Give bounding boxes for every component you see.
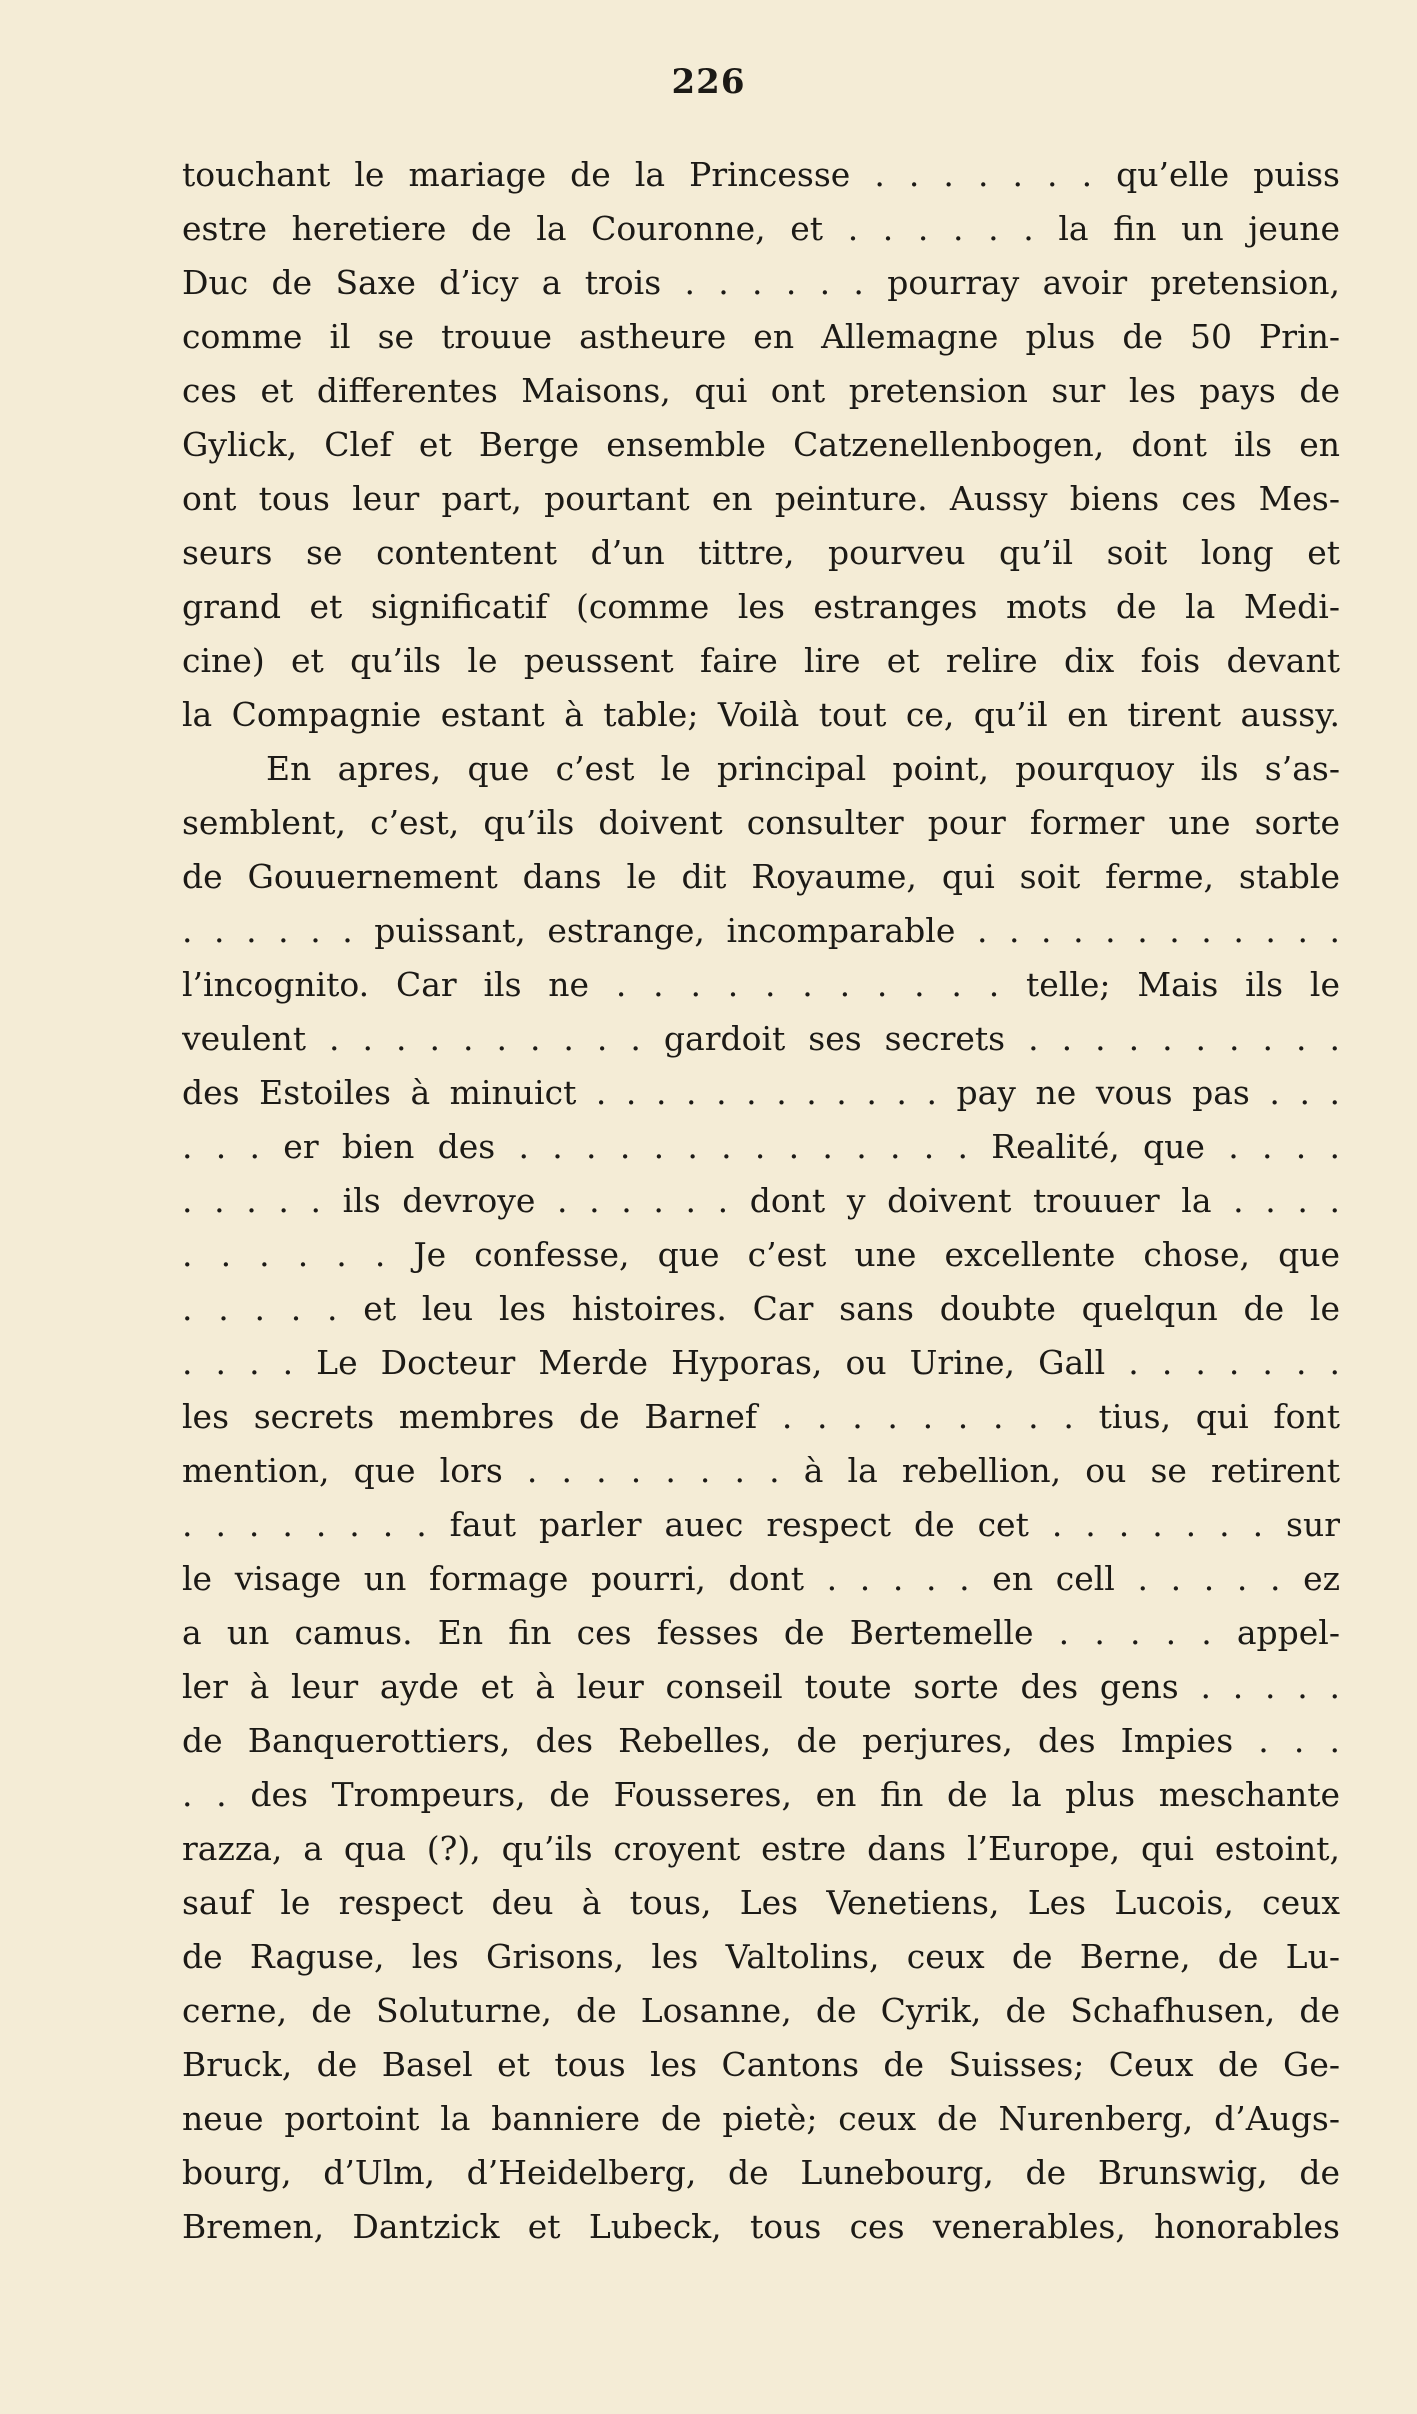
text-line: seurs se contentent d’un tittre, pourveu qu’il soit long et: [182, 533, 1340, 572]
text-line: bourg, d’Ulm, d’Heidelberg, de Lunebourg, de Brunswig, de: [182, 2153, 1340, 2192]
text-line: . . . . . ils devroye . . . . . . dont y doivent trouuer la . . . .: [182, 1181, 1340, 1220]
text-line: neue portoint la banniere de pietè; ceux de Nurenberg, d’Augs-: [182, 2099, 1340, 2138]
text-line: Duc de Saxe d’icy a trois . . . . . . pourray avoir pretension,: [182, 263, 1340, 302]
text-line: . . . . Le Docteur Merde Hyporas, ou Urine, Gall . . . . . . .: [182, 1343, 1340, 1382]
text-line: . . . . . . . . faut parler auec respect de cet . . . . . . . sur: [182, 1505, 1340, 1544]
text-line: . . . er bien des . . . . . . . . . . . . . . Realité, que . . . .: [182, 1127, 1340, 1166]
text-line: razza, a qua (?), qu’ils croyent estre dans l’Europe, qui estoint,: [182, 1829, 1340, 1868]
body-text: [182, 148, 1340, 2254]
text-line: veulent . . . . . . . . . . gardoit ses secrets . . . . . . . . . .: [182, 1019, 1340, 1058]
text-line: touchant le mariage de la Princesse . . . . . . . qu’elle puiss: [182, 155, 1340, 194]
text-line: ces et differentes Maisons, qui ont pretension sur les pays de: [182, 371, 1340, 410]
text-line: mention, que lors . . . . . . . . à la rebellion, ou se retirent: [182, 1451, 1340, 1490]
text-line: . . des Trompeurs, de Fousseres, en fin de la plus meschante: [182, 1775, 1340, 1814]
text-line: de Banquerottiers, des Rebelles, de perjures, des Impies . . .: [182, 1721, 1340, 1760]
text-line: cerne, de Soluturne, de Losanne, de Cyrik, de Schafhusen, de: [182, 1991, 1340, 2030]
text-line: de Gouuernement dans le dit Royaume, qui soit ferme, stable: [182, 857, 1340, 896]
text-line: les secrets membres de Barnef . . . . . . . . . tius, qui font: [182, 1397, 1340, 1436]
text-line: . . . . . . puissant, estrange, incomparable . . . . . . . . . . . .: [182, 911, 1340, 950]
text-line: des Estoiles à minuict . . . . . . . . . . . . pay ne vous pas . . .: [182, 1073, 1340, 1112]
text-line: Bruck, de Basel et tous les Cantons de Suisses; Ceux de Ge-: [182, 2045, 1340, 2084]
text-line: Bremen, Dantzick et Lubeck, tous ces venerables, honorables: [182, 2207, 1340, 2246]
page-number: 226: [671, 62, 746, 102]
text-line: En apres, que c’est le principal point, pourquoy ils s’as-: [266, 749, 1340, 788]
text-line: semblent, c’est, qu’ils doivent consulter pour former une sorte: [182, 803, 1340, 842]
text-line: ler à leur ayde et à leur conseil toute sorte des gens . . . . .: [182, 1667, 1340, 1706]
text-line: sauf le respect deu à tous, Les Venetiens, Les Lucois, ceux: [182, 1883, 1340, 1922]
text-line: l’incognito. Car ils ne . . . . . . . . . . . telle; Mais ils le: [182, 965, 1340, 1004]
text-line: a un camus. En fin ces fesses de Bertemelle . . . . . appel-: [182, 1613, 1340, 1652]
text-line: cine) et qu’ils le peussent faire lire et relire dix fois devant: [182, 641, 1340, 680]
text-line: comme il se trouue astheure en Allemagne plus de 50 Prin-: [182, 317, 1340, 356]
text-line: . . . . . et leu les histoires. Car sans doubte quelqun de le: [182, 1289, 1340, 1328]
text-line: Gylick, Clef et Berge ensemble Catzenellenbogen, dont ils en: [182, 425, 1340, 464]
text-line: grand et significatif (comme les estranges mots de la Medi-: [182, 587, 1340, 626]
text-line: . . . . . . Je confesse, que c’est une excellente chose, que: [182, 1235, 1340, 1274]
text-line: ont tous leur part, pourtant en peinture. Aussy biens ces Mes-: [182, 479, 1340, 518]
text-line: la Compagnie estant à table; Voilà tout ce, qu’il en tirent aussy.: [182, 695, 1340, 734]
text-line: le visage un formage pourri, dont . . . . . en cell . . . . . ez: [182, 1559, 1340, 1598]
text-line: estre heretiere de la Couronne, et . . . . . . la fin un jeune: [182, 209, 1340, 248]
text-line: de Raguse, les Grisons, les Valtolins, ceux de Berne, de Lu-: [182, 1937, 1340, 1976]
